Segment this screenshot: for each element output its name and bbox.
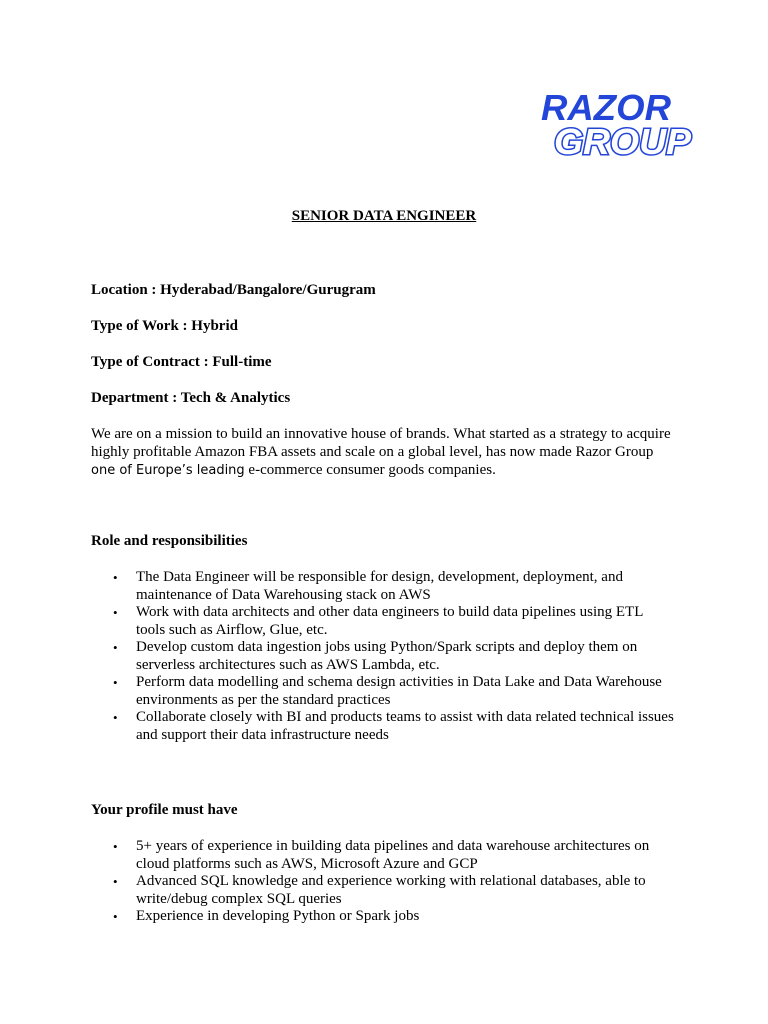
- list-item-line: environments as per the standard practices: [136, 691, 391, 708]
- list-item-line: write/debug complex SQL queries: [136, 890, 342, 907]
- bullet-icon: •: [113, 675, 118, 690]
- list-item: [91, 569, 691, 604]
- list-item-line: and support their data infrastructure needs: [136, 726, 389, 743]
- type-of-work-field: Type of Work : Hybrid: [91, 318, 238, 334]
- bullet-icon: •: [113, 605, 118, 620]
- razor-group-logo-mark: [541, 88, 701, 158]
- list-item: [91, 908, 691, 926]
- location-field: Location : Hyderabad/Bangalore/Gurugram: [91, 282, 376, 298]
- bullet-icon: •: [113, 570, 118, 585]
- list-item: [91, 873, 691, 908]
- intro-line-part: one of Europe’s leading: [91, 463, 245, 478]
- document-title: SENIOR DATA ENGINEER: [291, 208, 477, 224]
- list-item-line: The Data Engineer will be responsible for design, development, deployment, and: [136, 569, 623, 585]
- department-field: Department : Tech & Analytics: [91, 390, 291, 406]
- list-item: [91, 639, 691, 674]
- list-item-line: Develop custom data ingestion jobs using Python/Spark scripts and deploy them on: [136, 639, 638, 655]
- intro-line: [91, 461, 691, 480]
- bullet-icon: •: [113, 839, 118, 854]
- logo-line-razor: RAZOR: [541, 88, 671, 128]
- roles-list: [91, 569, 691, 744]
- list-item: [91, 838, 691, 873]
- bullet-icon: •: [113, 874, 118, 889]
- list-item: [91, 604, 691, 639]
- list-item-line: maintenance of Data Warehousing stack on AWS: [136, 586, 431, 603]
- list-item-line: Experience in developing Python or Spark jobs: [136, 908, 420, 924]
- list-item-line: tools such as Airflow, Glue, etc.: [136, 621, 328, 638]
- list-item-line: 5+ years of experience in building data pipelines and data warehouse architectures on: [136, 838, 650, 854]
- list-item-line: cloud platforms such as AWS, Microsoft Azure and GCP: [136, 855, 478, 872]
- list-item-line: Perform data modelling and schema design activities in Data Lake and Data Warehouse: [136, 674, 662, 690]
- list-item-line: Collaborate closely with BI and products teams to assist with data related technical issues: [136, 709, 674, 725]
- list-item-line: Work with data architects and other data engineers to build data pipelines using ETL: [136, 604, 644, 620]
- list-item: [91, 674, 691, 709]
- bullet-icon: •: [113, 710, 118, 725]
- bullet-icon: •: [113, 909, 118, 924]
- list-item-line: serverless architectures such as AWS Lambda, etc.: [136, 656, 440, 673]
- roles-heading: Role and responsibilities: [91, 533, 248, 549]
- intro-line: highly profitable Amazon FBA assets and scale on a global level, has now made Razor Group: [91, 444, 654, 460]
- intro-line-part: e-commerce consumer goods companies.: [244, 462, 496, 478]
- profile-list: [91, 838, 691, 926]
- list-item: [91, 709, 691, 744]
- profile-heading: Your profile must have: [91, 802, 238, 818]
- logo-line-group: GROUP: [554, 121, 693, 158]
- bullet-icon: •: [113, 640, 118, 655]
- intro-line: We are on a mission to build an innovative house of brands. What started as a strategy to acquire: [91, 426, 671, 442]
- type-of-contract-field: Type of Contract : Full-time: [91, 354, 272, 370]
- list-item-line: Advanced SQL knowledge and experience working with relational databases, able to: [136, 873, 646, 889]
- razor-group-logo: [541, 88, 701, 158]
- intro-paragraph: [91, 425, 691, 480]
